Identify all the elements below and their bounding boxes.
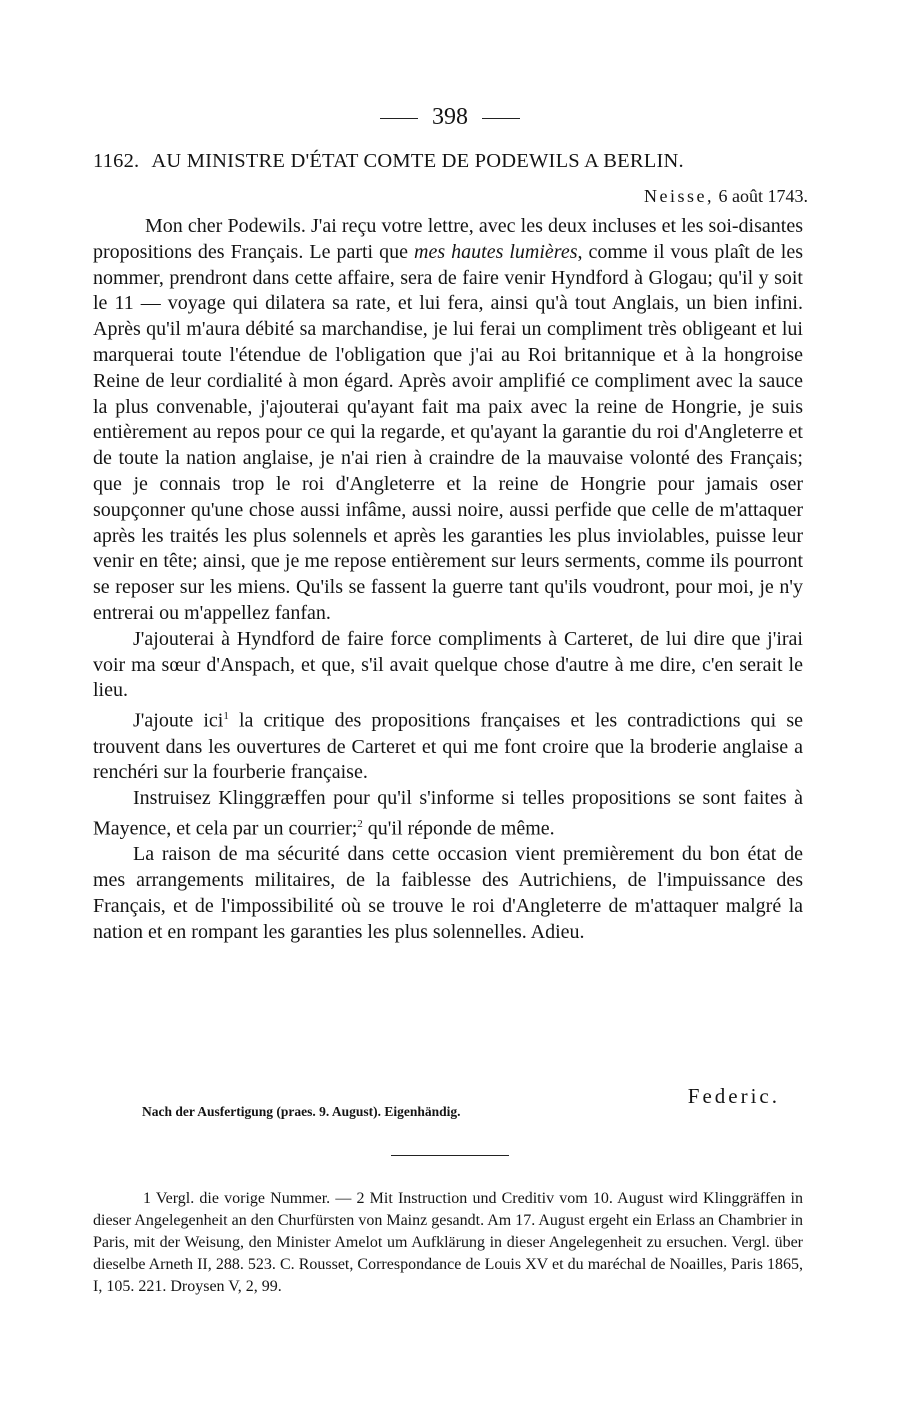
signature: Federic.	[687, 1084, 780, 1108]
paragraph-4-start: Instruisez Klinggræffen pour qu'il s'informe si telles propositions se sont faites à Mayence, et cela par un courrier;	[93, 787, 803, 840]
letter-number: 1162.	[93, 150, 140, 172]
footnote-ref-2: 2	[357, 817, 363, 830]
page-number-dash-right	[482, 118, 520, 119]
paragraph-1	[93, 214, 803, 627]
dateline-place: Neisse,	[644, 186, 714, 206]
page-number-dash-left	[380, 118, 418, 119]
source-note: Nach der Ausfertigung (praes. 9. August). Eigenhändig.	[142, 1104, 461, 1119]
paragraph-1-end: , comme il vous plaît de les nommer, prendront dans cette affaire, sera de faire venir Hyndford à Glogau; qu'il y soit le 11 — voyage qui dilatera sa rate, et lui fera, ainsi qu'à tout Anglais, un bien infini. Après qu'il m'aura débité sa marchandise, je lui ferai un compliment très obligeant et lui marquerai toute l'étendue de l'obligation que j'ai au Roi britannique et à la hongroise Reine de leur cordialité à mon égard. Après avoir amplifié ce compliment avec la sauce la plus convenable, j'ajouterai qu'ayant fait ma paix avec la reine de Hongrie, je suis entièrement au repos pour ce qui la regarde, et qu'ayant la garantie du roi d'Angleterre et de toute la nation anglaise, je n'ai rien à craindre de la mauvaise volonté des Français; que je connais trop le roi d'Angleterre et la reine de Hongrie pour jamais oser soupçonner qu'une chose aussi infâme, aussi noire, aussi perfide que celle de m'attaquer après les traités les plus solennels et après les garanties les plus inviolables, puisse leur venir en tête; ainsi, que je me repose entièrement sur leurs serments, comme ils pourront se reposer sur les miens. Qu'ils se fassent la guerre tant qu'ils voudront, pour moi, je n'y entrerai ou m'appellez fanfan.	[93, 240, 803, 624]
paragraph-1-start: Mon cher Podewils. J'ai reçu votre lettre, avec les deux incluses et les soi-disantes propositions des Français. Le parti que	[93, 215, 803, 263]
footnote-separator	[391, 1155, 509, 1156]
dateline	[644, 186, 808, 207]
page-number	[0, 104, 900, 131]
page-number-text: 398	[432, 104, 468, 130]
paragraph-3	[93, 704, 803, 786]
footnote-ref-1: 1	[223, 710, 229, 723]
dateline-date: 6 août 1743.	[718, 186, 808, 206]
paragraph-4-end: qu'il réponde de même.	[362, 817, 555, 840]
paragraph-5: La raison de ma sécurité dans cette occasion vient premièrement du bon état de mes arrangements militaires, de la faiblesse des Autrichiens, de l'impuissance des Français, et de l'impossibilité où se trouve le roi d'Angleterre de m'attaquer malgré la nation et en rompant les garanties les plus solennelles. Adieu.	[93, 843, 803, 943]
letter-title: AU MINISTRE D'ÉTAT COMTE DE PODEWILS A BERLIN.	[151, 150, 684, 172]
paragraph-3-end: la critique des propositions françaises et les contradictions qui se trouvent dans les ouvertures de Carteret et qui me font croire que la broderie anglaise a renchéri sur la fourberie française.	[93, 709, 803, 784]
footnote-text: 1 Vergl. die vorige Nummer. — 2 Mit Instruction und Creditiv vom 10. August wird Klinggräffen in dieser Angelegenheit an den Churfürsten von Mainz gesandt. Am 17. August ergeht ein Erlass an Chambrier in Paris, mit der Weisung, den Minister Amelot um Aufklärung in dieser Angelegenheit zu ersuchen. Vergl. über dieselbe Arneth II, 288. 523. C. Rousset, Correspondance de Louis XV et du maréchal de Noailles, Paris 1865, I, 105. 221. Droysen V, 2, 99.	[93, 1190, 803, 1295]
letter-heading	[93, 150, 813, 173]
paragraph-1-italic: mes hautes lumières	[414, 240, 578, 263]
paragraph-4	[93, 786, 803, 842]
letter-body	[93, 214, 803, 946]
footnotes	[93, 1188, 803, 1298]
paragraph-2: J'ajouterai à Hyndford de faire force compliments à Carteret, de lui dire que j'irai voir ma sœur d'Anspach, et que, s'il avait quelque chose d'autre à me dire, c'en serait le lieu.	[93, 627, 803, 702]
paragraph-3-start: J'ajoute ici	[133, 709, 224, 732]
